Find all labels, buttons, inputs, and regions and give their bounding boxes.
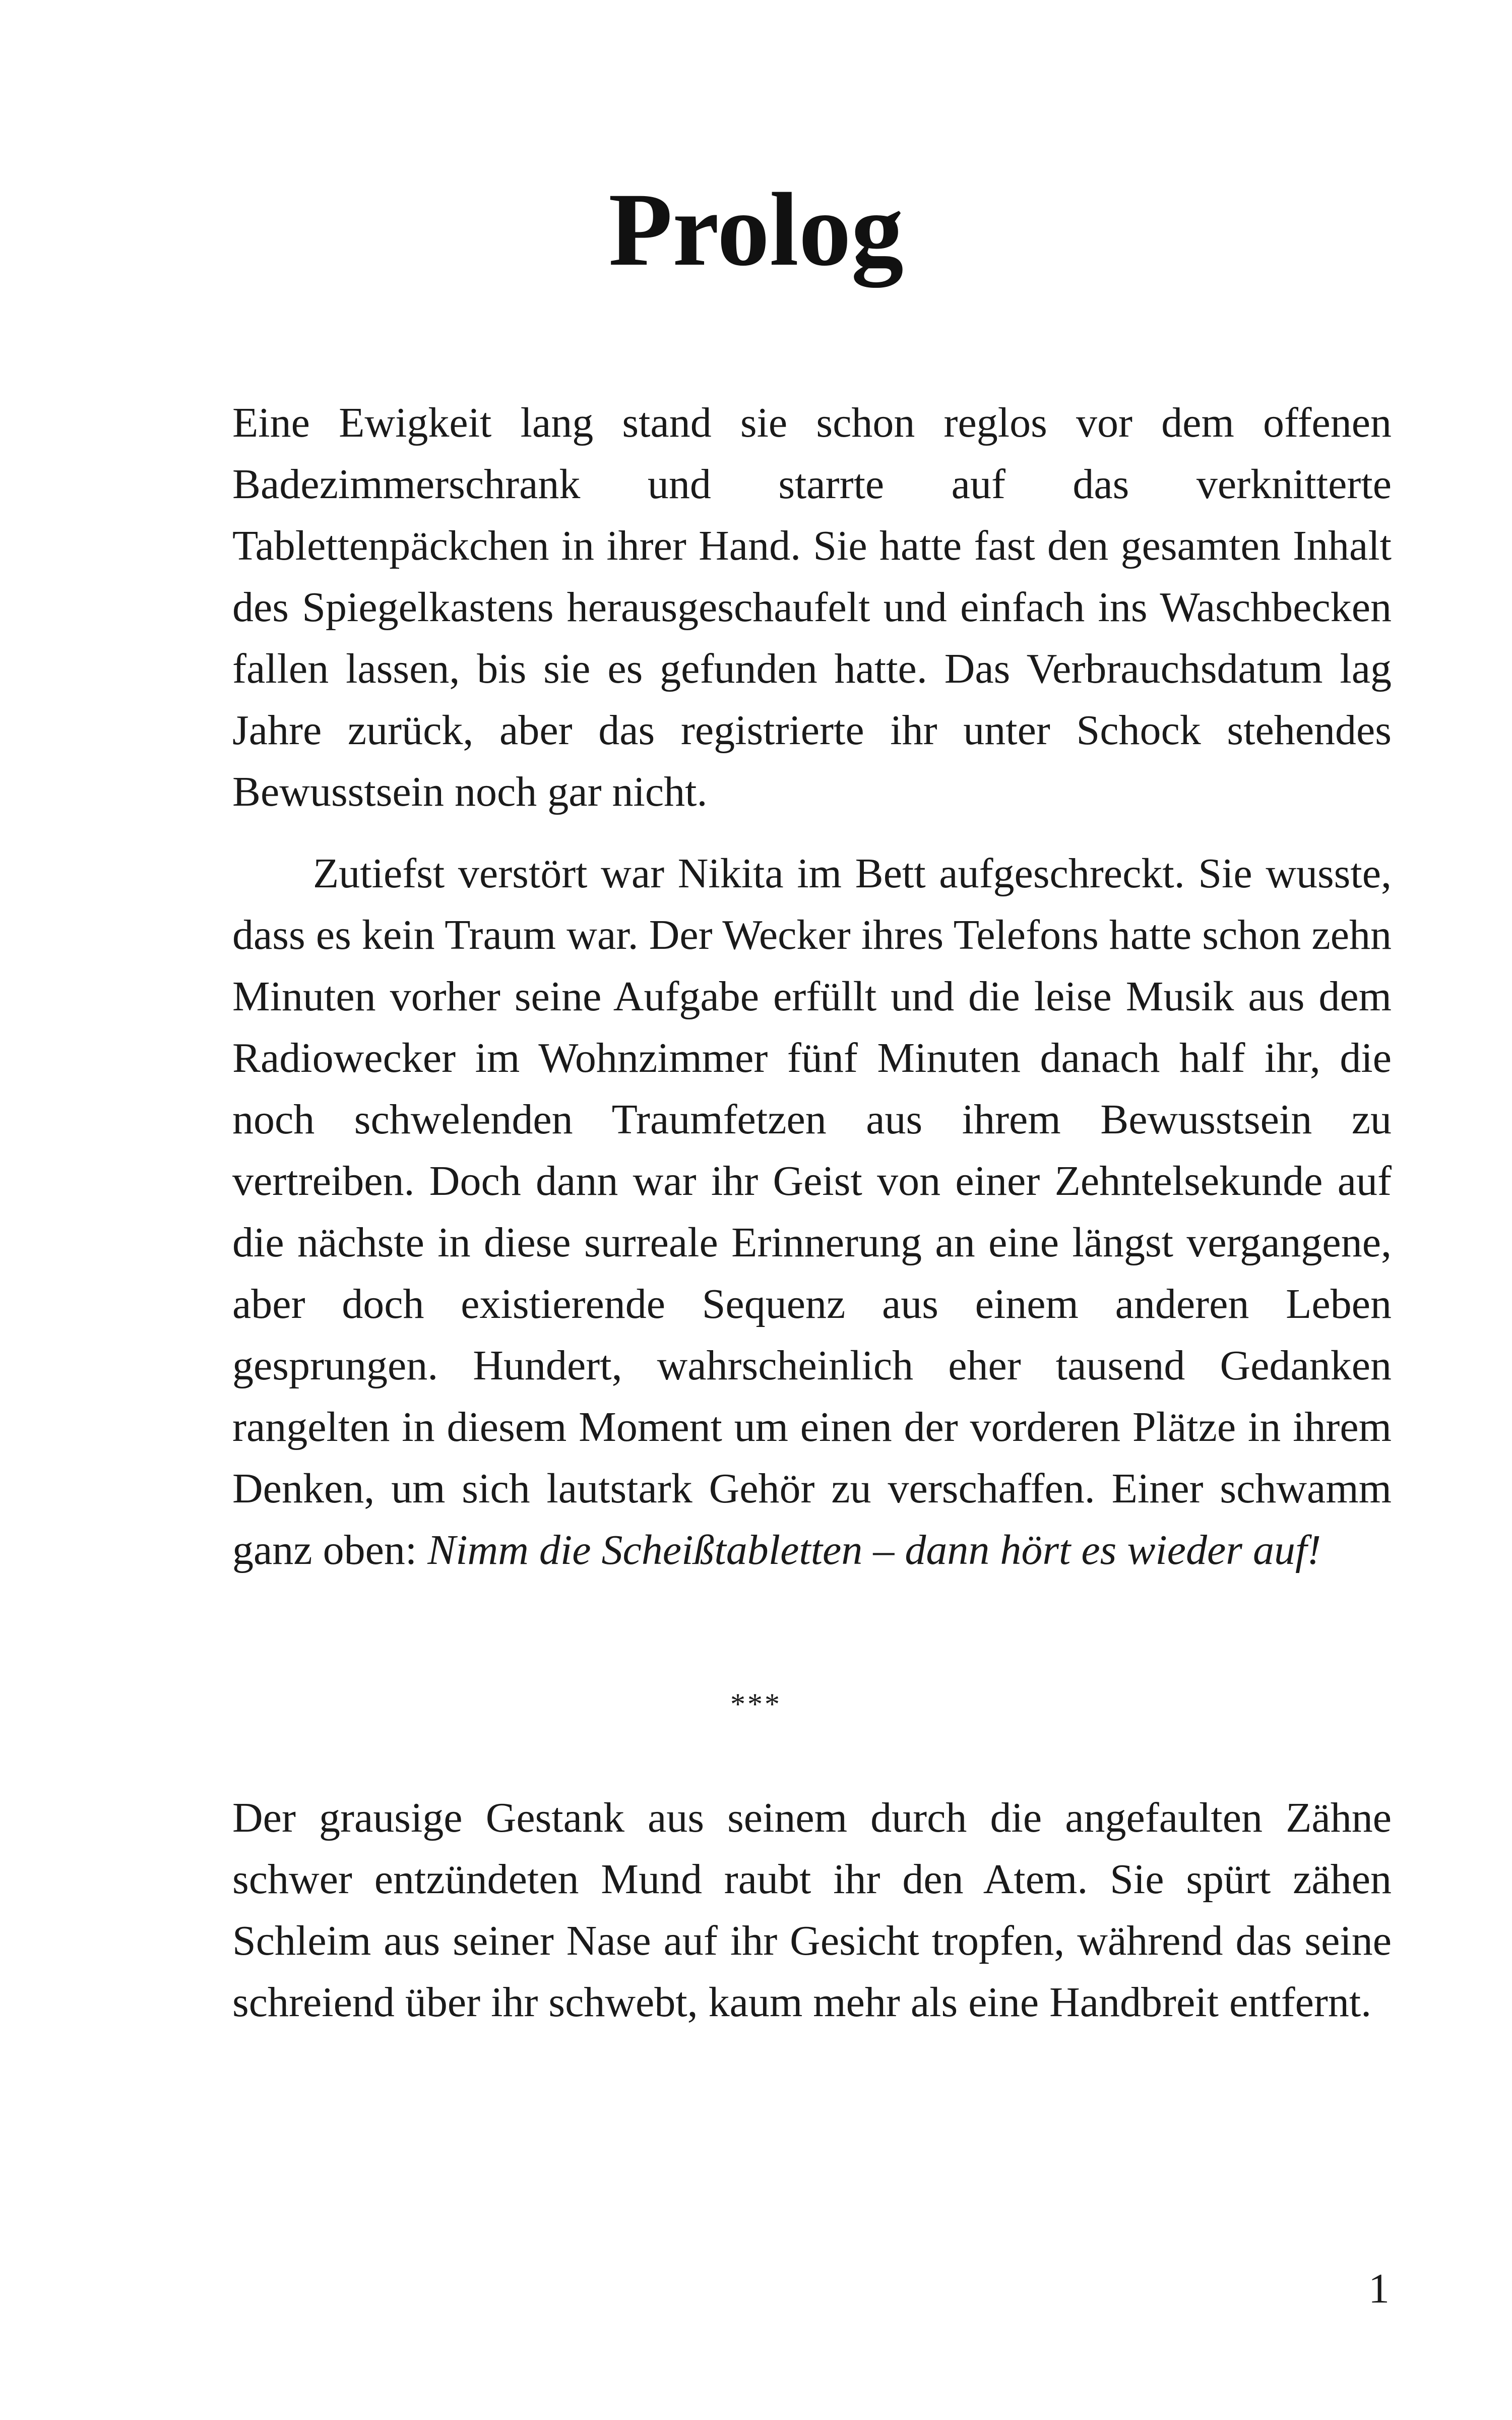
paragraph-nikita-awakening bbox=[232, 843, 1392, 1581]
paragraph-bathroom-cabinet: Eine Ewigkeit lang stand sie schon reglos vor dem offenen Badezimmerschrank und starrte auf das verknitterte Tablettenpäckchen in ihrer Hand. Sie hatte fast den gesamten Inhalt des Spiegelkastens herausgeschaufelt und einfach ins Waschbecken fallen lassen, bis sie es gefunden hatte. Das Verbrauchsdatum lag Jahre zurück, aber das registrierte ihr unter Schock stehendes Bewusstsein noch gar nicht. bbox=[232, 399, 1392, 815]
italic-inner-voice: Nimm die Scheißtabletten – dann hört es wieder auf! bbox=[427, 1527, 1321, 1574]
section-separator: *** bbox=[730, 1687, 782, 1721]
paragraph-flashback: Der grausige Gestank aus seinem durch die angefaulten Zähne schwer entzündeten Mund raubt ihr den Atem. Sie spürt zähen Schleim aus seiner Nase auf ihr Gesicht tropfen, während das seine schreiend über ihr schwebt, kaum mehr als eine Handbreit entfernt. bbox=[232, 1794, 1392, 2026]
prolog-section-2 bbox=[232, 1787, 1392, 2033]
page-number: 1 bbox=[1368, 2265, 1390, 2312]
paragraph-nikita-text: Zutiefst verstört war Nikita im Bett aufgeschreckt. Sie wusste, dass es kein Traum war. Der Wecker ihres Telefons hatte schon zehn Minuten vorher seine Aufgabe erfüllt und die leise Musik aus dem Radiowecker im Wohnzimmer fünf Minuten danach half ihr, die noch schwelenden Traumfetzen aus ihrem Bewusstsein zu vertreiben. Doch dann war ihr Geist von einer Zehntelsekunde auf die nächste in diese surreale Erinnerung an eine längst vergangene, aber doch existierende Sequenz aus einem anderen Leben gesprungen. Hundert, wahrscheinlich eher tausend Gedanken rangelten in diesem Moment um einen der vorderen Plätze in ihrem Denken, um sich lautstark Gehör zu verschaffen. Einer schwamm ganz oben: bbox=[232, 850, 1392, 1574]
prolog-section-1 bbox=[232, 392, 1392, 1581]
chapter-title: Prolog bbox=[608, 171, 904, 287]
